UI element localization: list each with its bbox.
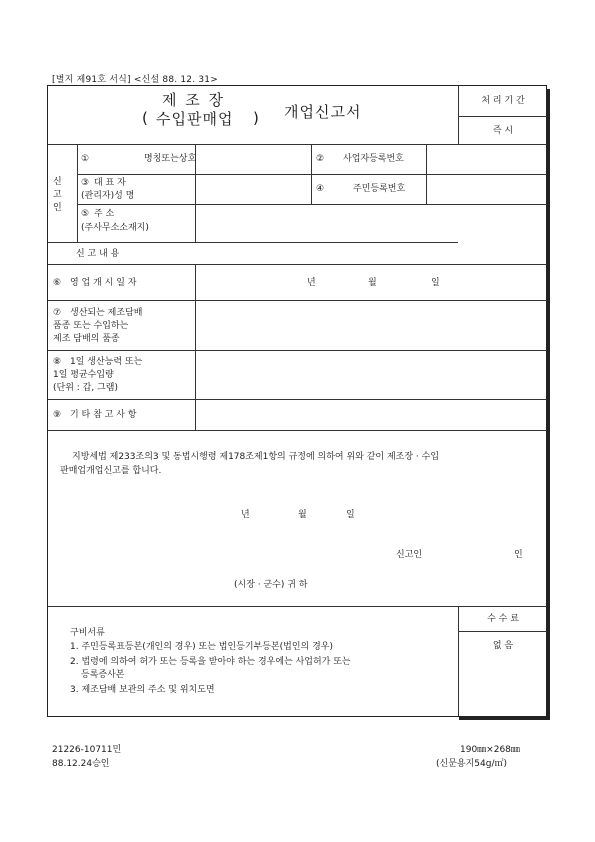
statement-day: 일 (346, 510, 355, 520)
title-line-1: 제 조 장 (162, 91, 226, 109)
row-line (48, 242, 458, 243)
field-8-line2: 1일 평균수입량 (53, 370, 114, 380)
field-8-line3: (단위 : 갑, 그램) (53, 383, 118, 393)
field-7-line1: 생산되는 제조담배 (70, 308, 143, 318)
attachment-item-3: 3. 제조담배 보관의 주소 및 위치도면 (70, 685, 215, 695)
field-5-label-line2: (주사무소소재지) (81, 223, 149, 233)
statement-year: 년 (241, 510, 250, 520)
processing-divider (458, 116, 547, 117)
field-3-label-line1: 대 표 자 (94, 178, 126, 188)
attachment-item-2-line2: 등록증사본 (81, 670, 125, 680)
title-divider (458, 86, 459, 144)
row-line (48, 350, 547, 351)
field-6-year: 년 (307, 278, 316, 288)
row-line (48, 399, 547, 400)
statement-month: 월 (298, 510, 307, 520)
row-line (48, 300, 547, 301)
field-6-label: 영 업 개 시 일 자 (70, 278, 137, 288)
attachment-item-2-line1: 2. 법령에 의하여 허가 또는 등록을 받아야 하는 경우에는 사업허가 또는 (70, 657, 351, 667)
processing-period-label: 처 리 기 간 (481, 96, 525, 106)
footer-approval: 88.12.24승인 (52, 759, 110, 769)
row-line (48, 264, 547, 265)
field-9-num: ⑨ (53, 410, 62, 420)
footer-code: 21226-10711민 (52, 745, 122, 755)
field-7-num: ⑦ (53, 308, 62, 318)
field-8-num: ⑧ (53, 357, 62, 367)
title-paren-open: ( (142, 109, 150, 127)
field-4-num: ④ (316, 184, 325, 194)
processing-period-value: 즉 시 (492, 126, 514, 136)
applicant-section-label: 신고인 (53, 177, 62, 213)
fee-value: 없 음 (492, 641, 514, 651)
footer-paper: (신문용지54g/㎡) (436, 759, 507, 769)
field-5-label-line1: 주 소 (94, 209, 115, 219)
form-shadow-bottom (459, 717, 550, 720)
footer-size: 190㎜×268㎜ (460, 745, 520, 755)
title-paren-close: ) (253, 109, 261, 127)
form-shadow-right (547, 89, 550, 720)
field-1-num: ① (81, 154, 90, 164)
field-4-label: 주민등록번호 (353, 184, 406, 194)
field-7-line3: 제조 담배의 품종 (53, 334, 120, 344)
title-main: 개업신고서 (284, 103, 362, 121)
fee-label: 수 수 료 (487, 614, 519, 624)
seal-mark: 인 (514, 550, 523, 560)
fee-row-line (458, 631, 547, 632)
field-6-month: 월 (368, 278, 377, 288)
fee-divider (458, 606, 459, 716)
field-6-num: ⑥ (53, 278, 62, 288)
field-2-num: ② (316, 154, 325, 164)
field-5-num: ⑤ (81, 209, 90, 219)
attachment-item-1: 1. 주민등록표등본(개인의 경우) 또는 법인등기부등본(법인의 경우) (70, 642, 333, 652)
applicant-col-line (77, 144, 78, 242)
field-1-label: 명칭또는상호 (144, 154, 197, 164)
statement-line-1: 지방세법 제233조의3 및 동법시행령 제178조제1항의 규정에 의하여 위와 같이 제조장 · 수입 (72, 452, 440, 462)
field-3-num: ③ (81, 178, 90, 188)
row-line (48, 606, 547, 607)
label-col-line (195, 264, 196, 430)
row-line (48, 144, 547, 145)
row-line (77, 174, 547, 175)
title-line-2: 수입판매업 (156, 110, 234, 128)
field-2-label: 사업자등록번호 (343, 154, 404, 164)
statement-line-2: 판매업개업신고를 합니다. (60, 466, 162, 476)
field-6-day: 일 (431, 278, 440, 288)
row-line (48, 430, 547, 431)
signer-label: 신고인 (396, 550, 423, 560)
addressee: (시장 · 군수) 귀 하 (234, 580, 308, 590)
report-form (47, 85, 547, 717)
field-7-line2: 품종 또는 수입하는 (53, 321, 129, 331)
row-line (77, 204, 547, 205)
form-number-label: [별지 제91호 서식] <신설 88. 12. 31> (52, 75, 218, 85)
field-3-label-line2: (관리자)성 명 (81, 191, 135, 201)
report-section-label: 신 고 내 용 (76, 249, 120, 259)
attachments-heading: 구비서류 (70, 628, 105, 638)
field-9-label: 기 타 참 고 사 항 (70, 410, 137, 420)
field-8-line1: 1일 생산능력 또는 (70, 357, 143, 367)
